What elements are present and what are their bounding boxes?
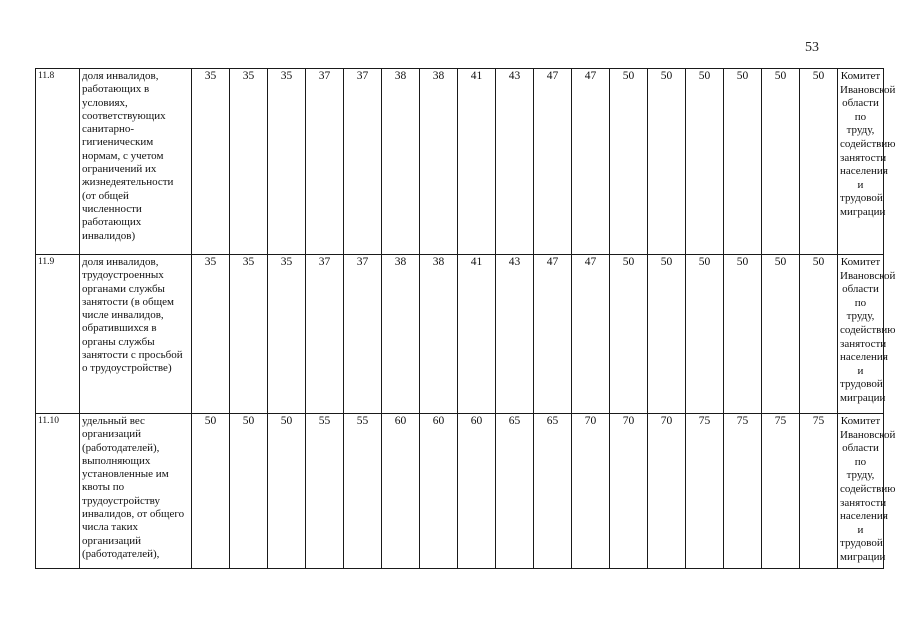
indicator-description: доля инвалидов, трудоустроенных органами службы занятости (в общем числе инвалидов, обратившихся в органы службы занятости с просьбой о трудоустройстве): [80, 255, 192, 414]
indicator-value: 47: [534, 255, 572, 414]
indicator-value: 55: [344, 414, 382, 569]
responsible-organization: Комитет Ивановской области по труду, содействию занятости населения и трудовой миграции: [838, 414, 884, 569]
indicator-value: 35: [230, 69, 268, 255]
indicator-value: 37: [306, 69, 344, 255]
indicator-value: 65: [534, 414, 572, 569]
indicator-value: 37: [344, 69, 382, 255]
row-number: 11.10: [36, 414, 80, 569]
indicator-value: 37: [306, 255, 344, 414]
indicator-value: 50: [762, 69, 800, 255]
indicator-value: 38: [382, 255, 420, 414]
indicator-value: 65: [496, 414, 534, 569]
responsible-organization: Комитет Ивановской области по труду, содействию занятости населения и трудовой миграции: [838, 255, 884, 414]
indicator-description: удельный вес организаций (работодателей), выполняющих установленные им квоты по трудоустройству инвалидов, от общего числа таких организаций (работодателей),: [80, 414, 192, 569]
indicator-value: 50: [648, 69, 686, 255]
responsible-organization: Комитет Ивановской области по труду, содействию занятости населения и трудовой миграции: [838, 69, 884, 255]
indicator-value: 50: [192, 414, 230, 569]
indicator-value: 70: [648, 414, 686, 569]
row-number: 11.9: [36, 255, 80, 414]
indicator-value: 38: [420, 255, 458, 414]
indicator-value: 35: [192, 69, 230, 255]
indicator-value: 75: [800, 414, 838, 569]
page-number: 53: [805, 40, 819, 55]
indicator-value: 43: [496, 255, 534, 414]
indicator-value: 50: [610, 69, 648, 255]
indicator-value: 70: [572, 414, 610, 569]
indicator-value: 47: [572, 69, 610, 255]
indicator-value: 50: [648, 255, 686, 414]
table-row: [36, 414, 884, 569]
indicator-value: 41: [458, 69, 496, 255]
indicator-value: 43: [496, 69, 534, 255]
indicator-value: 38: [420, 69, 458, 255]
indicator-value: 50: [268, 414, 306, 569]
indicator-value: 47: [572, 255, 610, 414]
indicator-value: 41: [458, 255, 496, 414]
indicator-value: 50: [230, 414, 268, 569]
indicator-value: 35: [230, 255, 268, 414]
indicator-value: 50: [762, 255, 800, 414]
indicator-value: 75: [724, 414, 762, 569]
row-number: 11.8: [36, 69, 80, 255]
indicator-value: 55: [306, 414, 344, 569]
indicator-value: 70: [610, 414, 648, 569]
indicator-value: 60: [420, 414, 458, 569]
indicator-value: 50: [686, 255, 724, 414]
indicator-value: 50: [686, 69, 724, 255]
indicator-value: 50: [724, 255, 762, 414]
indicator-value: 35: [268, 69, 306, 255]
indicator-value: 60: [458, 414, 496, 569]
table-row: [36, 255, 884, 414]
indicator-value: 35: [192, 255, 230, 414]
indicator-value: 60: [382, 414, 420, 569]
indicator-value: 35: [268, 255, 306, 414]
indicator-value: 47: [534, 69, 572, 255]
indicators-table: [35, 68, 896, 569]
indicator-description: доля инвалидов, работающих в условиях, соответствующих санитарно-гигиеническим нормам, с учетом ограничений их жизнедеятельности (от общей численности работающих инвалидов): [80, 69, 192, 255]
indicator-value: 38: [382, 69, 420, 255]
indicator-value: 75: [762, 414, 800, 569]
indicator-value: 50: [724, 69, 762, 255]
indicator-value: 50: [610, 255, 648, 414]
indicator-value: 50: [800, 69, 838, 255]
indicator-value: 50: [800, 255, 838, 414]
table-row: [36, 69, 884, 255]
indicator-value: 37: [344, 255, 382, 414]
indicator-value: 75: [686, 414, 724, 569]
